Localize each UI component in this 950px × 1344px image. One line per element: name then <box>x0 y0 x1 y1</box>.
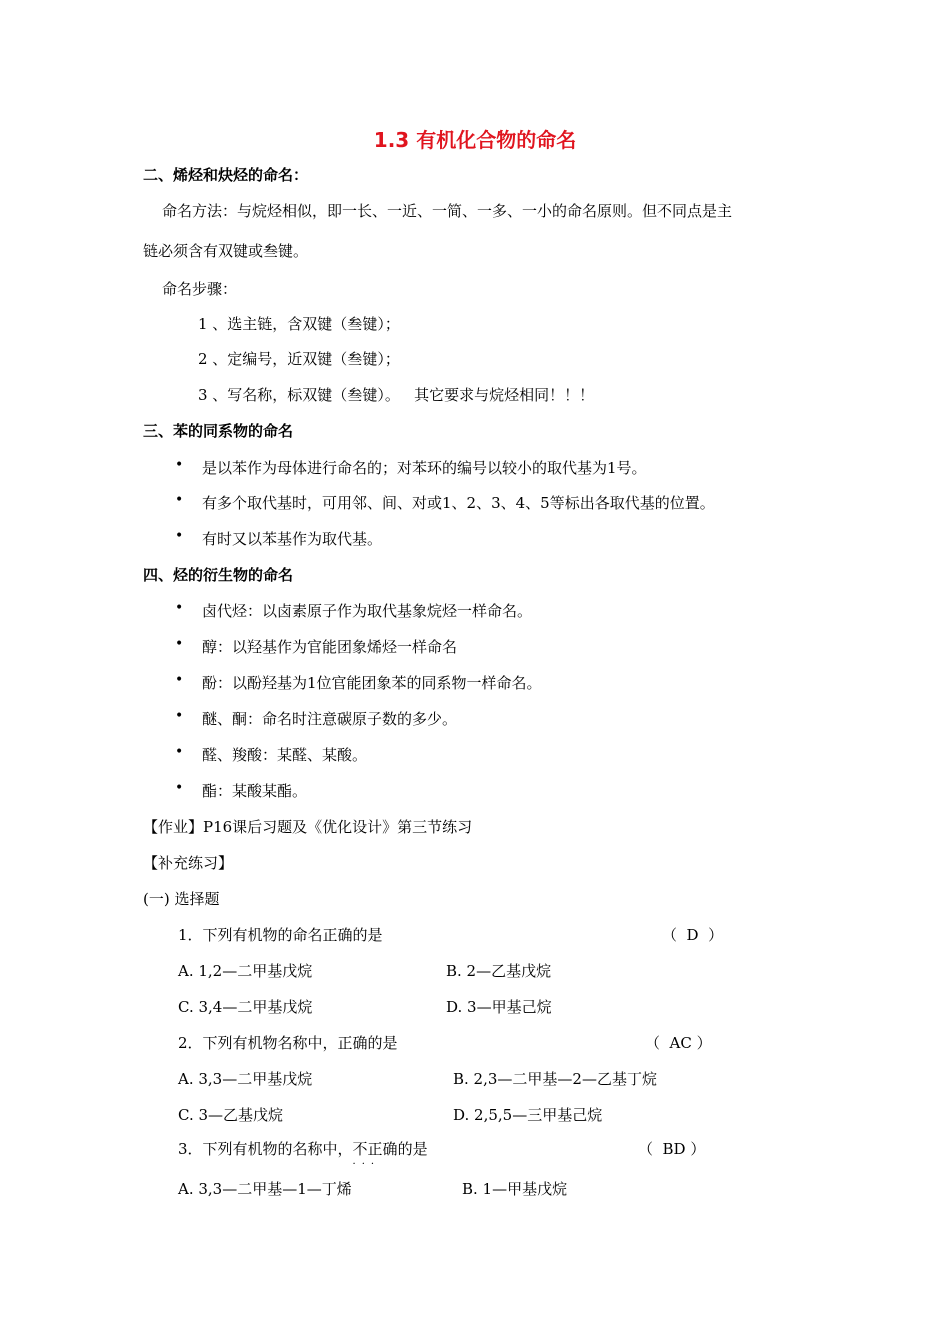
naming-steps-label: 命名步骤： <box>162 280 238 298</box>
question-2-stem: 2．下列有机物名称中，正确的是 <box>178 1034 398 1052</box>
derivative-bullet-1: 卤代烃：以卤素原子作为取代基象烷烃一样命名。 <box>202 602 533 620</box>
question-1-stem: 1．下列有机物的命名正确的是 <box>178 926 383 944</box>
bullet-marker: • <box>175 636 184 652</box>
question-3-option-b: B. 1—甲基戊烷 <box>462 1180 568 1198</box>
bullet-marker: • <box>175 708 184 724</box>
question-3-stem-pre: 3．下列有机物的名称中， <box>178 1140 353 1158</box>
question-3-option-a: A. 3,3—二甲基—1—丁烯 <box>178 1180 352 1198</box>
benzene-bullet-1: 是以苯作为母体进行命名的；对苯环的编号以较小的取代基为1号。 <box>202 459 647 477</box>
question-3-emphasis <box>352 1138 398 1170</box>
question-2-option-c: C. 3—乙基戊烷 <box>178 1106 284 1124</box>
bullet-marker: • <box>175 780 184 796</box>
homework-line: 【作业】P16课后习题及《优化设计》第三节练习 <box>143 818 473 836</box>
bullet-marker: • <box>175 528 184 544</box>
bullet-marker: • <box>175 492 184 508</box>
section-heading-benzene: 三、苯的同系物的命名 <box>143 422 294 440</box>
question-1-option-c: C. 3,4—二甲基戊烷 <box>178 998 313 1016</box>
question-2-answer: （ AC ） <box>645 1034 712 1052</box>
naming-step-1: 1 、选主链，含双键（叁键）； <box>198 315 400 333</box>
benzene-bullet-3: 有时又以苯基作为取代基。 <box>202 530 383 548</box>
naming-step-3: 3 、写名称，标双键（叁键）。 其它要求与烷烃相同！！！ <box>198 386 595 404</box>
choice-heading: (一) 选择题 <box>143 890 220 908</box>
derivative-bullet-2: 醇：以羟基作为官能团象烯烃一样命名 <box>202 638 458 656</box>
question-3-emphasis-text: 不正确 <box>352 1140 398 1158</box>
emphasis-dots: ··· <box>352 1159 381 1170</box>
benzene-bullet-2: 有多个取代基时，可用邻、间、对或1、2、3、4、5等标出各取代基的位置。 <box>202 494 715 512</box>
question-3-answer: （ BD ） <box>638 1140 706 1158</box>
bullet-marker: • <box>175 457 184 473</box>
derivative-bullet-4: 醚、酮：命名时注意碳原子数的多少。 <box>202 710 458 728</box>
page-title: 1.3 有机化合物的命名 <box>373 128 577 152</box>
section-heading-derivatives: 四、烃的衍生物的命名 <box>143 566 294 584</box>
question-1-option-a: A. 1,2—二甲基戊烷 <box>178 962 313 980</box>
question-1-answer: （ D ） <box>662 926 724 944</box>
derivative-bullet-5: 醛、羧酸：某醛、某酸。 <box>202 746 368 764</box>
bullet-marker: • <box>175 744 184 760</box>
question-2-option-a: A. 3,3—二甲基戊烷 <box>178 1070 313 1088</box>
naming-step-2: 2 、定编号，近双键（叁键）； <box>198 350 400 368</box>
question-3-stem-post: 的是 <box>397 1140 428 1158</box>
derivative-bullet-6: 酯：某酸某酯。 <box>202 782 308 800</box>
naming-method-line1: 命名方法：与烷烃相似，即一长、一近、一简、一多、一小的命名原则。但不同点是主 <box>162 202 733 220</box>
question-1-option-b: B. 2—乙基戊烷 <box>446 962 552 980</box>
section-heading-alkenes: 二、烯烃和炔烃的命名： <box>143 166 309 184</box>
question-2-option-d: D. 2,5,5—三甲基己烷 <box>453 1106 603 1124</box>
bullet-marker: • <box>175 672 184 688</box>
question-1-option-d: D. 3—甲基己烷 <box>446 998 552 1016</box>
question-3-stem <box>178 1138 428 1170</box>
bullet-marker: • <box>175 600 184 616</box>
naming-method-line2: 链必须含有双键或叁键。 <box>143 242 309 260</box>
supplement-heading: 【补充练习】 <box>143 854 234 872</box>
question-2-option-b: B. 2,3—二甲基—2—乙基丁烷 <box>453 1070 657 1088</box>
derivative-bullet-3: 酚：以酚羟基为1位官能团象苯的同系物一样命名。 <box>202 674 542 692</box>
